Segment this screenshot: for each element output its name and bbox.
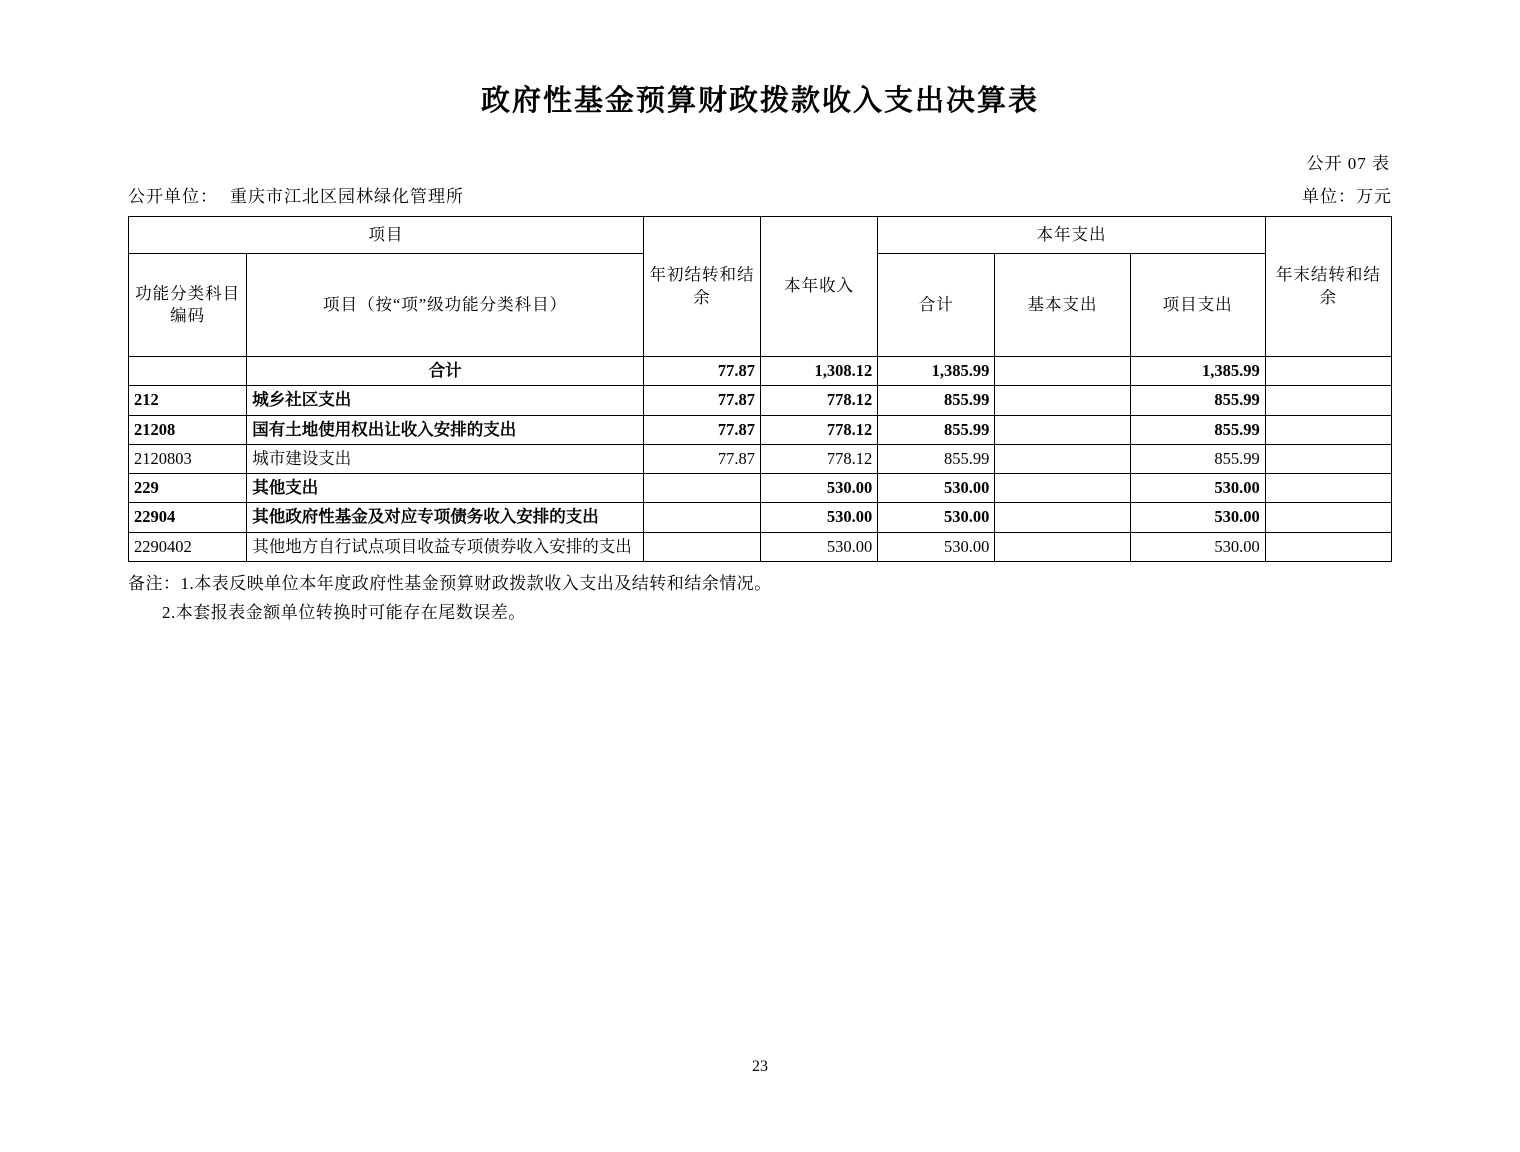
cell-exp-total: 1,385.99 [878, 357, 995, 386]
cell-exp-project: 855.99 [1130, 444, 1265, 473]
cell-exp-total: 855.99 [878, 386, 995, 415]
cell-income: 530.00 [761, 503, 878, 532]
page-title: 政府性基金预算财政拨款收入支出决算表 [480, 85, 1039, 117]
cell-exp-basic [995, 357, 1130, 386]
cell-exp-basic [995, 532, 1130, 561]
cell-name: 国有土地使用权出让收入安排的支出 [247, 415, 644, 444]
table-body [129, 357, 1392, 562]
cell-exp-basic [995, 386, 1130, 415]
cell-name: 合计 [247, 357, 644, 386]
table-row [129, 415, 1392, 444]
cell-exp-basic [995, 444, 1130, 473]
cell-begin-balance [643, 474, 760, 503]
cell-exp-project: 1,385.99 [1130, 357, 1265, 386]
table-header [129, 217, 1392, 357]
sheet-number: 公开 07 表 [1306, 154, 1390, 173]
header-end-balance: 年末结转和结余 [1265, 217, 1391, 357]
unit-label: 公开单位： [128, 187, 218, 206]
cell-code: 2120803 [129, 444, 247, 473]
cell-begin-balance [643, 532, 760, 561]
cell-exp-total: 530.00 [878, 503, 995, 532]
cell-exp-total: 855.99 [878, 415, 995, 444]
cell-end-balance [1265, 357, 1391, 386]
cell-income: 1,308.12 [761, 357, 878, 386]
cell-code: 22904 [129, 503, 247, 532]
cell-name: 其他政府性基金及对应专项债务收入安排的支出 [247, 503, 644, 532]
header-exp-basic: 基本支出 [995, 254, 1130, 357]
cell-exp-basic [995, 503, 1130, 532]
cell-end-balance [1265, 444, 1391, 473]
cell-name: 其他地方自行试点项目收益专项债券收入安排的支出 [247, 532, 644, 561]
cell-code: 212 [129, 386, 247, 415]
header-expenditure-group: 本年支出 [878, 217, 1266, 254]
header-exp-project: 项目支出 [1130, 254, 1265, 357]
meta-row [128, 182, 1392, 207]
header-project-group: 项目 [129, 217, 644, 254]
cell-income: 778.12 [761, 444, 878, 473]
header-begin-balance: 年初结转和结余 [643, 217, 760, 357]
header-income: 本年收入 [761, 217, 878, 357]
cell-begin-balance: 77.87 [643, 415, 760, 444]
cell-end-balance [1265, 532, 1391, 561]
table-row [129, 386, 1392, 415]
note-1: 备注：1.本表反映单位本年度政府性基金预算财政拨款收入支出及结转和结余情况。 [128, 573, 772, 593]
page-number: 23 [752, 1058, 768, 1075]
table-row [129, 474, 1392, 503]
unit-info [128, 182, 464, 207]
cell-income: 530.00 [761, 532, 878, 561]
cell-code: 229 [129, 474, 247, 503]
cell-name: 其他支出 [247, 474, 644, 503]
header-name: 项目（按“项”级功能分类科目） [247, 254, 644, 357]
unit-name: 重庆市江北区园林绿化管理所 [230, 187, 464, 206]
cell-exp-basic [995, 415, 1130, 444]
cell-exp-project: 530.00 [1130, 532, 1265, 561]
table-row [129, 532, 1392, 561]
cell-begin-balance: 77.87 [643, 357, 760, 386]
cell-end-balance [1265, 503, 1391, 532]
cell-exp-basic [995, 474, 1130, 503]
cell-begin-balance [643, 503, 760, 532]
budget-table [128, 216, 1392, 562]
cell-end-balance [1265, 386, 1391, 415]
note-2: 2.本套报表金额单位转换时可能存在尾数误差。 [162, 602, 526, 622]
table-row [129, 503, 1392, 532]
cell-income: 530.00 [761, 474, 878, 503]
cell-code [129, 357, 247, 386]
cell-name: 城乡社区支出 [247, 386, 644, 415]
cell-begin-balance: 77.87 [643, 444, 760, 473]
cell-income: 778.12 [761, 386, 878, 415]
cell-exp-total: 530.00 [878, 474, 995, 503]
table-row [129, 444, 1392, 473]
cell-income: 778.12 [761, 415, 878, 444]
cell-begin-balance: 77.87 [643, 386, 760, 415]
cell-exp-total: 855.99 [878, 444, 995, 473]
table-row [129, 357, 1392, 386]
cell-code: 21208 [129, 415, 247, 444]
cell-code: 2290402 [129, 532, 247, 561]
cell-exp-total: 530.00 [878, 532, 995, 561]
header-exp-total: 合计 [878, 254, 995, 357]
header-code: 功能分类科目编码 [129, 254, 247, 357]
notes-block [128, 570, 1392, 628]
amount-unit: 单位：万元 [1302, 187, 1392, 206]
document-page [0, 78, 1520, 1152]
cell-exp-project: 530.00 [1130, 503, 1265, 532]
cell-name: 城市建设支出 [247, 444, 644, 473]
cell-exp-project: 855.99 [1130, 386, 1265, 415]
cell-exp-project: 855.99 [1130, 415, 1265, 444]
cell-end-balance [1265, 474, 1391, 503]
cell-end-balance [1265, 415, 1391, 444]
cell-exp-project: 530.00 [1130, 474, 1265, 503]
